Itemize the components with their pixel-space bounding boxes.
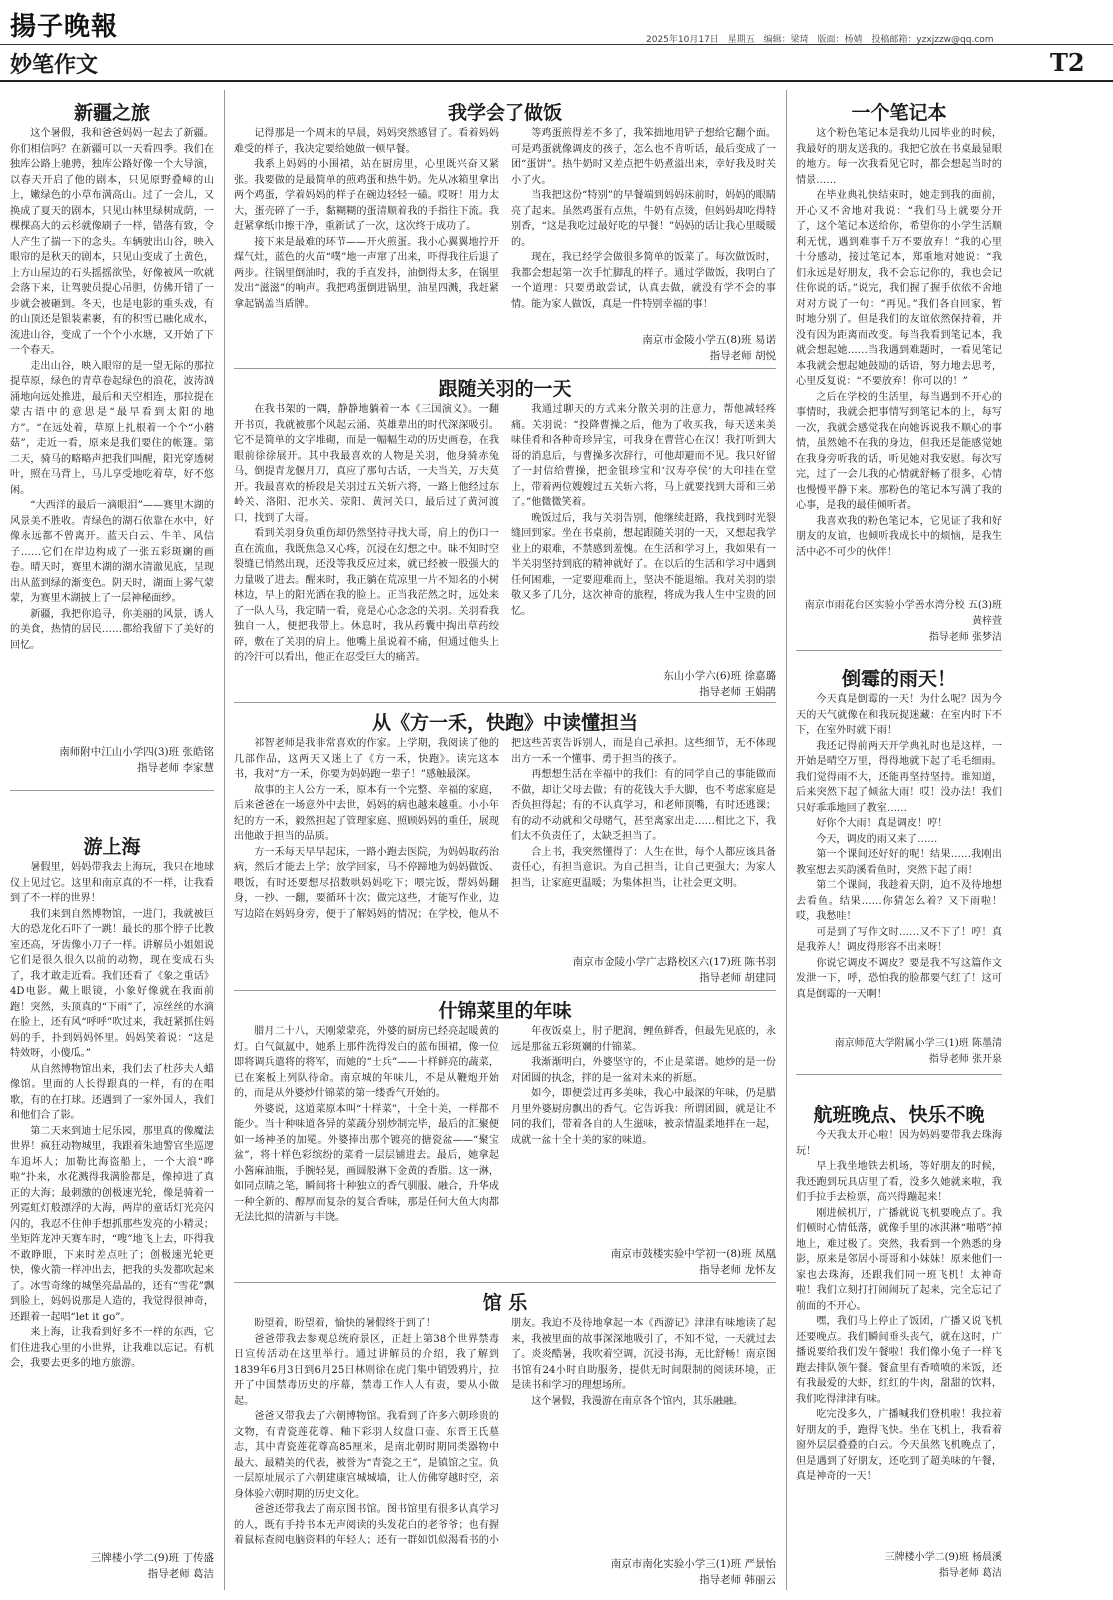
paragraph: 你说它调皮不调皮？要是我不写这篇作文发泄一下，呼，恐怕我的脸都要气红了！这可真是倒霉的一天啊！ [796, 957, 1002, 1000]
article-divider [234, 990, 776, 991]
issue-weekday: 星期五 [727, 35, 755, 45]
paragraph: 爸爸带我去参观总统府景区，正赶上第38个世界禁毒日宣传活动在这里举行。通过讲解员的介绍，我了解到1839年6月3日到6月25日林则徐在虎门集中销毁鸦片，拉开了中国禁毒历史的序幕，禁毒工作人人有责，要从小做起。 [234, 1333, 499, 1407]
paragraph: 从自然博物馆出来，我们去了杜莎夫人蜡像馆。里面的人长得跟真的一样，有的在唱歌，有的在打球。还遇到了一家外国人，我们和他们合了影。 [10, 1063, 214, 1121]
paragraph: 年夜饭桌上，肘子肥润，鲤鱼鲜香，但最先见底的，永远是那盆五彩斑斓的什锦菜。 [511, 1026, 776, 1053]
paragraph: 第二天来到迪士尼乐园，那里真的像魔法世界！疯狂动物城里，我跟着朱迪警官坐巡逻车追坏人；加勒比海盗船上，一个大浪“哗啦”扑来，水花溅得我满脸都是，像掉进了真正的大海；最刺激的创极速光轮，像是骑着一列霓虹灯般漂浮的大海，两岸的童话灯光亮闪闪的，我忍不住伸手想抓那些发亮的小精灵；坐矩阵龙冲天赛车时，“嗖”地飞上去，吓得我不敢睁眼，下来时差点吐了；创极速光轮更快，像火箭一样冲出去，把我的头发都吹起来了。冰雪奇缘的城堡亮晶晶的，还有“雪花”飘到脸上，妈妈说那是人造的，我觉得很神奇，还跟着一起唱“let it go”。 [10, 1125, 214, 1323]
author: 东山小学六(6)班 徐嘉璐 [663, 670, 776, 682]
paragraph: 我系上妈妈的小围裙，站在厨房里，心里既兴奋又紧张。我要做的是最简单的煎鸡蛋和热牛奶。先从冰箱里拿出两个鸡蛋，学着妈妈的样子在碗边轻轻一磕。哎呀！用力太大，蛋壳碎了一手，黏糊糊的蛋清顺着我的手指往下流。我赶紧拿纸巾擦干净，重新试了一次，这次终于成功了。 [234, 159, 499, 232]
author: 南师附中江山小学四(3)班 张皓铭 [59, 746, 214, 758]
author: 南京市金陵小学五(8)班 易诺 [642, 334, 776, 346]
article-title: 新疆之旅 [73, 102, 150, 124]
teacher: 指导老师 王娟鹃 [699, 686, 776, 698]
paragraph: 外婆说，这道菜原本叫“十样菜”，十全十美，一样都不能少。当十种味道各异的菜蔬分别炒制完毕，最后的汇聚便如一场神圣的加冕。外婆捧出那个镀亮的搪瓷盆——“聚宝盆”，将十样色彩缤纷的菜肴一层层铺进去。最后，她拿起小酱麻油瓶，手腕轻晃，画圆般淋下金黄的香脂。这一淋，如同点睛之笔，瞬间将十种独立的香气驯服、融合，升华成一种全新的、醇厚而复杂的复合香味，那是任何大鱼大肉都无法比拟的清新与丰饶。 [234, 1103, 499, 1223]
paragraph: 再想想生活在幸福中的我们：有的同学自己的事能做而不做，却让父母去做；有的花钱大手大脚，也不考虑家庭是否负担得起；有的不认真学习，和老师顶嘴，有时还逃课；有的动不动就和父母赌气，甚至离家出走……相比之下，我们太不负责任了，太缺乏担当了。 [511, 769, 776, 842]
author: 南京师范大学附属小学三(1)班 陈墨清 [834, 1038, 1002, 1049]
paragraph: 如今，即便尝过再多美味，我心中最深的年味，仍是腊月里外婆厨房飘出的香气。它告诉我：所谓团圆，就是让不同的我们，带着各自的人生滋味，被亲情温柔地拌在一起，成就一盆十全十美的家的味道。 [511, 1088, 776, 1146]
author: 南京市金陵小学广志路校区六(17)班 陈书羽 [572, 956, 776, 968]
paragraph: 好你个大雨！真是调皮！哼！ [816, 818, 948, 829]
masthead-divider [0, 44, 1113, 45]
issue-email[interactable]: 投稿邮箱：yzxjzzw@qq.com [871, 35, 994, 45]
paragraph: 今天我太开心啦！因为妈妈要带我去珠海玩！ [796, 1130, 1002, 1157]
article-title: 我学会了做饭 [447, 102, 562, 124]
article-divider [234, 368, 776, 369]
paragraph: 我通过聊天的方式来分散关羽的注意力，帮他减轻疼痛。关羽说：“投降曹操之后，他为了收买我，每天送来美味佳肴和各种奇珍异宝，可我身在曹营心在汉！我打听到大哥的消息后，与曹操多次辞行，可他却避而不见。我只好留了一封信给曹操，把金银珍宝和‘汉寿亭侯’的大印挂在堂上，带着两位嫂嫂过五关斩六将，马上就要找到大哥和三弟了。”他微微笑着。 [511, 404, 776, 508]
paragraph: 早上我坐地铁去机场，等好朋友的时候，我还跑到玩具店里了看，没多久她就来啦，我们手拉手去检票，高兴得蹦起来！ [796, 1161, 1002, 1203]
paragraph: 合上书，我突然懂得了：人生在世，每个人都应该具备责任心，有担当意识。为自己担当，让自己更强大；为家人担当，让家庭更温暖；为集体担当，让社会更文明。 [511, 846, 776, 889]
article-title: 跟随关羽的一天 [438, 378, 572, 400]
paragraph: 爸爸又带我去了六朝博物馆。我看到了许多六朝珍贵的文物，有青瓷莲花尊、釉下彩羽人纹盘口壶、东晋王氏墓志，其中青瓷莲花尊高85厘米，是南北朝时期同类器物中最大、最精美的代表，被誉为“青瓷之王”，是镇馆之宝。负一层原址展示了六朝建康宫城城墙，让人仿佛穿越时空，亲身体验六朝时期的历史文化。 [234, 1411, 499, 1500]
article-title: 从《方一禾，快跑》中读懂担当 [371, 712, 638, 734]
paragraph: 爸爸还带我去了南京图书馆。图书馆里有很多认真学习的人，既有手持书本无声阅读的头发花白的老爷爷；也有握着鼠标查阅电脑资料的年轻人；还有一群如饥似渴看书的小朋友。我迫不及待地拿起一本《西游记》津津有味地读了起来，我被里面的故事深深地吸引了，不知不觉，一天就过去了。炎炎酷暑，我吹着空调，沉浸书海，无比舒畅！南京图书馆有24小时自助服务，提供无时间限制的阅读环境，正是读书和学习的理想场所。 [234, 1318, 776, 1546]
paragraph: 这个粉色笔记本是我幼儿园毕业的时候，我最好的朋友送我的。我把它放在书桌最显眼的地方。每一次我看见它时，都会想起当时的情景…… [796, 128, 1002, 186]
byline [470, 954, 776, 986]
paragraph: 走出山谷，映入眼帘的是一望无际的那拉提草原，绿色的青草卷起绿色的浪花，波涛汹涌地向远处推进，最后和天空相连，那拉提在蒙古语中的意思是“最早看到太阳的地方”。“在远处着，草原上扎根着一个个“小蘑菇”，走近一看，原来是我们要住的帐篷。第二天，骑马的略略声把我们叫醒，阳光穿透树叶，照在马背上，马儿享受地吃着草，好不悠闲。 [10, 360, 214, 496]
author: 南京市雨花台区实验小学善水湾分校 五(3)班 黄梓萱 [804, 600, 1002, 627]
article-body-museum [234, 1316, 776, 1552]
paragraph: 这个暑假，我和爸爸妈妈一起去了新疆。你们相信吗？在新疆可以一天看四季。我们在独库公路上驰骋，独库公路好像一个大导演，以春天开启了他的剧本，只见原野叠嶂的山上，嫩绿色的小草布满高山。过了一会儿，又换成了夏天的剧本，只见山林里绿树成荫，一棵棵高大的云杉就像刷子一样，错落有致，令人产生了揣一下的念头。车辆驶出山谷，映入眼帘的是秋天的剧本，只见山变成了土黄色，上方山屋边的石头摇摇欲坠，好像被风一吹就会落下来，让驾驶员提心吊胆，仿佛开错了一步就会被砸到。冬天，也是电影的重头戏，有的山顶还是银装素裹，有的积雪已融化成水，流进山谷，变成了一个个小水塘，又开始了下一个春天。 [10, 128, 214, 356]
article-divider [234, 1282, 776, 1283]
author: 三牌楼小学二(9)班 丁传盛 [90, 1552, 214, 1564]
paragraph: 腊月二十八，天刚蒙蒙亮，外婆的厨房已经亮起暖黄的灯。白气氤氲中，她系上那件洗得发白的蓝布围裙，像一位即将调兵遣将的将军，而她的“士兵”——十样鲜亮的蔬菜，已在案板上列队待命。南京城的年味儿，不是从鞭炮开始的，而是从外婆炒什锦菜的第一缕香气开始的。 [234, 1026, 499, 1099]
paragraph: 第一个课间还好好的呢！结果……我刚出教室想去买韵溪看鱼时，突然下起了雨！ [796, 849, 1002, 876]
teacher: 指导老师 张梦洁 [928, 632, 1002, 643]
teacher: 指导老师 李家慧 [137, 762, 214, 774]
article-body-rainy [796, 692, 1002, 1032]
paragraph: 可是到了写作文时……又不下了！哼！真是我养人！调皮得形容不出来呀！ [796, 926, 1002, 953]
teacher: 指导老师 胡悦 [709, 350, 776, 362]
paragraph: 这个暑假，我漫游在南京各个馆内，其乐融融。 [531, 1395, 744, 1407]
paragraph: 在毕业典礼快结束时，她走到我的面前，开心又不舍地对我说：“我们马上就要分开了，这个笔记本送给你，希望你的小学生活顺利无忧，遇到难事千万不要放弃！”我的心里十分感动，接过笔记本，郑重地对她说：“我们永远是好朋友，我不会忘记你的，我也会记住你说的话。”说完，我们握了握手依依不舍地对对方说了一句：“再见。”我们各自回家，暂时地分别了。但是我们的友谊依然保持着，并没有因为距离而改变。每当我看到笔记本，我就会想起她……当我遇到难题时，一看见笔记本我就会想起她鼓励的话语，努力地去思考，心里反复说：“不要放弃！你可以的！” [796, 190, 1002, 387]
paragraph: 吃完没多久，广播喊我们登机啦！我拉着好朋友的手，跑得飞快。坐在飞机上，我看着窗外层层叠叠的白云。今天虽然飞机晚点了，但是遇到了好朋友，还吃到了超美味的午餐，真是神奇的一天！ [796, 1409, 1002, 1482]
article-body-shanghai [10, 860, 214, 1532]
header-rule [0, 80, 1113, 82]
article-divider [234, 702, 776, 703]
paragraph: 我渐渐明白，外婆坚守的，不止是菜谱。她炒的是一份对团圆的执念，拌的是一盆对未来的祈愿。 [511, 1057, 776, 1084]
paragraph: 晚饭过后，我与关羽告别，他继续赶路，我找到时光裂缝回到家。坐在书桌前，想起跟随关羽的一天，又想起我学业上的艰难，不禁感到羞愧。在生活和学习上，我如果有一半关羽坚持到底的精神就好了。在以后的生活和学习中遇到任何困难，一定要迎难而上，坚决不能退缩。我对关羽的崇敬又多了几分，这次神奇的旅程，将成为我人生中宝贵的回忆。 [511, 512, 776, 617]
teacher: 指导老师 张开泉 [928, 1054, 1002, 1065]
teacher: 指导老师 葛洁 [938, 1568, 1002, 1579]
article-title: 航班晚点、快乐不晚 [813, 1104, 985, 1126]
paragraph: 新疆，我把你追寻，你美丽的风景，诱人的美食，热情的居民……都给我留下了美好的回忆。 [10, 608, 214, 651]
byline [510, 668, 776, 700]
section-title: 妙笔作文 [10, 52, 99, 78]
teacher: 指导老师 葛洁 [147, 1568, 214, 1580]
article-body-egg [234, 126, 776, 331]
author: 南京市南化实验小学三(1)班 严景怡 [610, 1558, 776, 1570]
byline [796, 1036, 1002, 1068]
paragraph: 第二个课间，我趁着天阴，迫不及待地想去看鱼。结果……你猜怎么着？又下雨啦！哎，我愁哇！ [796, 880, 1002, 922]
article-title: 一个笔记本 [851, 102, 947, 124]
byline [510, 332, 776, 364]
byline [10, 744, 214, 776]
article-title: 馆 乐 [482, 1292, 528, 1314]
byline [500, 1246, 776, 1278]
paragraph: 盼望着，盼望着，愉快的暑假终于到了！ [254, 1318, 436, 1329]
paragraph: 现在，我已经学会做很多简单的饭菜了。每次做饭时，我都会想起第一次手忙脚乱的样子。通过学做饭，我明白了一个道理：只要勇敢尝试，认真去做，就没有学不会的事情。能为家人做饭，真是一件特别幸福的事！ [511, 252, 776, 310]
paragraph: 等鸡蛋煎得差不多了，我笨拙地用铲子想给它翻个面。可是鸡蛋就像调皮的孩子，怎么也不肯听话，最后变成了一团“蛋饼”。热牛奶时又差点把牛奶煮溢出来，幸好我及时关小了火。 [511, 128, 776, 186]
paragraph: 祁智老师是我非常喜欢的作家。上学期，我阅读了他的几部作品，这两天又迷上了《方一禾，快跑》。读完这本书，我对“方一禾，你要为妈妈跑一辈子！”感触最深。 [234, 738, 499, 780]
byline [500, 1556, 776, 1588]
issue-editor: 编辑：梁琦 [763, 35, 809, 45]
paragraph: 当我把这份“特别”的早餐端到妈妈床前时，妈妈的眼睛亮了起来。虽然鸡蛋有点焦，牛奶有点烫，但妈妈却吃得特别香，“这是我吃过最好吃的早餐！”妈妈的话让我心里暖暖的。 [511, 190, 776, 248]
article-title: 倒霉的雨天！ [841, 668, 956, 690]
article-title: 游上海 [83, 836, 141, 858]
teacher: 指导老师 韩丽云 [699, 1574, 776, 1586]
author: 南京市鼓楼实验中学初一(8)班 凤凰 [610, 1248, 776, 1260]
article-body-burden [234, 736, 776, 944]
column-divider-left [224, 90, 225, 1590]
article-divider [796, 1074, 1002, 1075]
paragraph: 来上海，让我看到好多不一样的东西，它们住进我心里的小世界，让我难以忘记。有机会，我要去更多的地方旅游。 [10, 1327, 214, 1369]
article-body-flight [796, 1128, 1002, 1548]
article-body-xinjiang [10, 126, 214, 738]
paragraph: 今天真是倒霉的一天！为什么呢？因为今天的天气就像在和我玩捉迷藏：在室内时下不下，在室外时就下雨！ [796, 694, 1002, 736]
paragraph: 方一禾每天早早起床，一路小跑去医院，为妈妈取药治病，然后才能去上学；放学回家，马不停蹄地为妈妈做饭、喂饭，有时还要想尽招数哄妈妈吃下；喂完饭，帮妈妈翻身，一抄、一翻，要循环十次；做完这些，才能写作业，边写边陪在妈妈身旁，便于了解妈妈的情况；在学校，他从不把这些苦衷告诉别人，而是自己承担。这些细节，无不体现出方一禾一个懂事、勇于担当的孩子。 [234, 738, 776, 920]
article-body-notebook [796, 126, 1002, 596]
paragraph: “大西洋的最后一滴眼泪”——赛里木湖的风景美不胜收。青绿色的湖石依靠在水中，好像永远都不曾离开。蓝天白云、牛羊、风信子……它们在岸边构成了一张五彩斑斓的画卷。晴天时，赛里木湖的湖水清澈见底，呈现出从蓝到绿的渐变色。阴天时，湖面上雾气蒙蒙，为赛里木湖披上了一层神秘面纱。 [10, 500, 214, 604]
paragraph: 记得那是一个周末的早晨，妈妈突然感冒了。看着妈妈难受的样子，我决定要给她做一顿早餐。 [234, 128, 499, 155]
issue-date: 2025年10月17日 [646, 35, 719, 45]
teacher: 指导老师 龙怀友 [699, 1264, 776, 1276]
paragraph: 暑假里，妈妈带我去上海玩，我只在地球仪上见过它。这里和南京真的不一样，让我看到了不一样的世界！ [10, 862, 214, 904]
issue-layout: 版面：杨婧 [817, 35, 863, 45]
article-body-veg [234, 1024, 776, 1246]
newspaper-masthead: 揚子晚報 [10, 12, 119, 42]
paragraph: 在我书架的一隅，静静地躺着一本《三国演义》。一翻开书页，我就被那个风起云涌、英雄辈出的时代深深吸引。它不是简单的文字堆砌，而是一幅幅生动的历史画卷，在我眼前徐徐展开。其中我最喜欢的人物是关羽，他身骑赤兔马，倒提青龙偃月刀，真应了那句古话，一夫当关，万夫莫开。我最喜欢的桥段是关羽过五关斩六将，一路上他经过东岭关、洛阳、汜水关、荥阳、黄河关口，最后过了黄河渡口，找到了大哥。 [234, 404, 499, 524]
byline [796, 1550, 1002, 1582]
paragraph: 我们来到自然博物馆，一进门，我就被巨大的恐龙化石吓了一跳！最长的那个脖子比教室还高，牙齿像小刀子一样。讲解员小姐姐说它们是很久很久以前的动物，现在变成石头了，我才敢走近看。我们还看了《象之重话》4D电影。戴上眼镜，小象好像就在我面前跑！突然，头顶真的“下雨”了，凉丝丝的水滴在脸上，还有风“呼呼”吹过来，我赶紧抓住妈妈的手，扑到妈妈怀里。妈妈笑着说：“这是特效呀，小傻瓜。” [10, 908, 214, 1059]
teacher: 指导老师 胡建同 [699, 972, 776, 984]
paragraph: 之后在学校的生活里，每当遇到不开心的事情时，我就会把事情写到笔记本的上，每写一次，我就会感觉我在向她诉说我不顺心的事情，虽然她不在我的身边，但我还是能感觉她在我身旁听我的话，听见她对我安慰。每次写完，过了一会儿我的心情就舒畅了很多，心情也慢慢平静下来。那粉色的笔记本写满了我的心事，是我的最佳倾听者。 [796, 391, 1002, 511]
byline [796, 598, 1002, 646]
paragraph: 我喜欢我的粉色笔记本，它见证了我和好朋友的友谊，也倾听我成长中的烦恼，是我生活中必不可少的伙伴！ [796, 515, 1002, 558]
article-title: 什锦菜里的年味 [438, 1000, 572, 1022]
paragraph: 故事的主人公方一禾，原本有一个完整、幸福的家庭，后来爸爸在一场意外中去世，妈妈的病也越来越重。小小年纪的方一禾，毅然担起了管理家庭、照顾妈妈的重任，展现出他敢于担当的品质。 [234, 784, 499, 842]
page-number: T2 [1050, 48, 1085, 77]
article-body-guanyu [234, 402, 776, 670]
paragraph: 接下来是最难的环节——开火煎蛋。我小心翼翼地拧开煤气灶，蓝色的火苗“噗”地一声窜了出来，吓得我往后退了两步。往锅里倒油时，我的手直发抖，油倒得太多，在锅里发出“滋滋”的响声。我把鸡蛋倒进锅里，油星四溅，我赶紧拿起锅盖当盾牌。 [234, 236, 499, 310]
article-divider [10, 790, 214, 791]
author: 三牌楼小学二(9)班 杨晨溪 [884, 1552, 1002, 1563]
paragraph: 看到关羽身负重伤却仍然坚持寻找大哥，肩上的伤口一直在流血，我既焦急又心疼，沉浸在幻想之中。昧不知时空裂缝已悄然出现，还没等我反应过来，就已经被一股强大的力量吸了进去。醒来时，我正躺在荒凉里一片不知名的小树林边，早上的阳光洒在我的脸上。正当我茫然之时，远处来了一队人马，我定睛一看，竟是心心念念的关羽。关羽看我独自一人，便把我带上。休息时，我从药囊中掏出草药绞碎，敷在了关羽的肩上。他嘴上虽说着不痛，但通过他头上的冷汗可以看出，他正在忍受巨大的痛苦。 [234, 528, 499, 663]
paragraph: 嘿，我们马上停止了饭团，广播又说飞机还要晚点。我们瞬间垂头丧气，就在这时，广播说要给我们发午餐啦！我们像小兔子一样飞跑去排队领午餐。餐盒里有香喷喷的米饭，还有我最爱的大虾，红红的牛肉，甜甜的饮料，我们吃得津津有味。 [796, 1316, 1002, 1405]
article-divider [796, 650, 1002, 651]
paragraph: 我还记得前两天开学典礼时也是这样，一开始是晴空万里，得得地就下起了毛毛细雨。我们觉得雨不大，还能再坚持坚持。谁知道，后来突然下起了倾盆大雨！哎！没办法！我们只好乖乖地回了教室…… [796, 740, 1002, 814]
paragraph: 今天，调皮的雨又来了…… [816, 833, 938, 845]
column-divider-right [786, 90, 787, 1590]
byline [10, 1550, 214, 1582]
paragraph: 刚进候机厅，广播就说飞机要晚点了。我们顿时心情低落，就像手里的冰淇淋“啪嗒”掉地上，难过极了。突然，我看到一个熟悉的身影，原来是邻居小哥哥和小妹妹！原来他们一家也去珠海，还跟我们同一班飞机！太神奇啦！我们立刻打打闹闹玩了起来，完全忘记了前面的不开心。 [796, 1207, 1002, 1312]
